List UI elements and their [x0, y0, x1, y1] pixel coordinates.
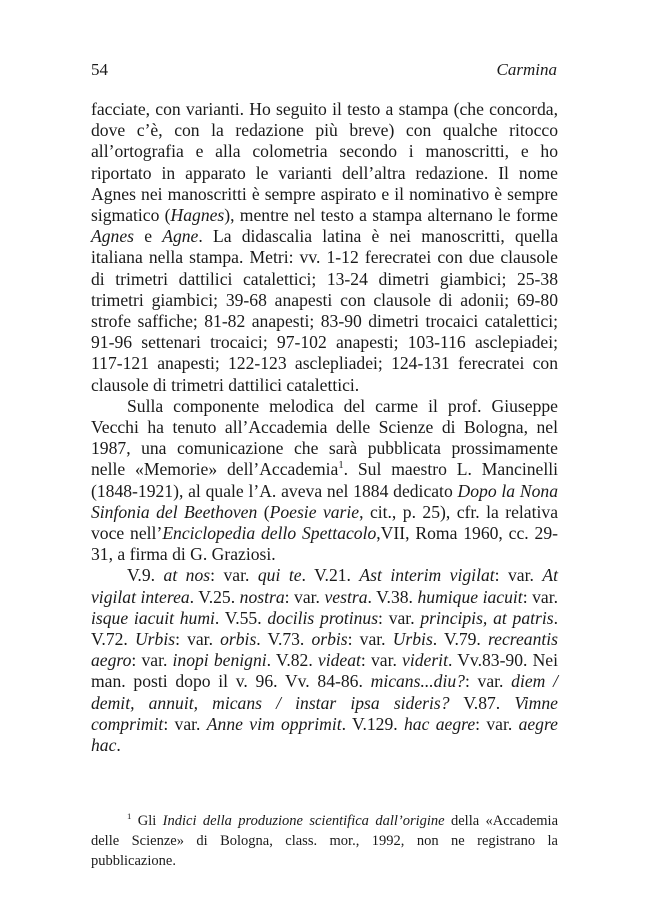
italic-run: At vigilat interea [91, 565, 559, 607]
text-run: . V.72. [91, 607, 558, 650]
italic-run: Hagnes [170, 205, 225, 226]
footnote [91, 811, 558, 871]
text-run: : var. [210, 565, 258, 586]
text-run: della «Accademia delle Scienze» di Bologna, class. mor., 1992, non ne registrano la pubblicazione. [91, 813, 558, 869]
text-run: ( [257, 501, 270, 522]
running-head: Carmina [496, 60, 557, 79]
text-run: : var. [131, 650, 173, 671]
text-run: : var. [163, 713, 207, 734]
text-run: Sulla componente melodica del carme il prof. Giuseppe Vecchi ha tenuto all’Accademia delle Scienze di Bologna, nel 1987, una comunicazione che sarà pubblicata prossimamente nelle «Memorie» dell’Accademia [91, 395, 558, 480]
text-run: V.87. [449, 692, 515, 713]
italic-run: Anne vim opprimit [206, 713, 342, 734]
text-run: . V.55. [214, 607, 268, 628]
italic-run: videat [317, 650, 361, 671]
text-run: . V.21. [301, 565, 360, 586]
italic-run: orbis [220, 629, 257, 650]
italic-run: vestra [324, 586, 368, 607]
text-run: e [134, 226, 163, 247]
italic-run: principis, at patris [420, 607, 554, 628]
italic-run: Urbis [134, 629, 176, 650]
text-run: . V.79. [432, 629, 488, 650]
italic-run: Indici della produzione scientifica dall’origine [162, 813, 445, 829]
text-run: : var. [494, 565, 543, 586]
text-run: : var. [378, 607, 421, 628]
italic-run: Urbis [392, 629, 433, 650]
text-run: . V.25. [189, 586, 240, 607]
paragraph-melody [91, 396, 558, 566]
text-run: : var. [360, 650, 403, 671]
text-run: . Sul maestro L. Mancinelli (1848-1921), al quale l’A. aveva nel 1884 dedicato [91, 459, 558, 501]
italic-run: orbis [311, 629, 348, 650]
text-run: : var. [175, 629, 221, 650]
text-run: , cit., p. 25), cfr. la relativa voce nell’ [91, 501, 558, 544]
text-run: . V.73. [256, 629, 312, 650]
text-run: ), mentre nel testo a stampa alternano le forme [224, 205, 558, 226]
text-run: : var. [522, 586, 558, 607]
italic-run: Vimne comprimit [91, 692, 558, 734]
page-number: 54 [91, 60, 108, 79]
text-run: : var. [464, 671, 512, 692]
italic-run: micans...diu? [370, 671, 465, 692]
italic-run: viderit [402, 650, 448, 671]
text-run: ,VII, Roma 1960, cc. 29-31, a firma di G. Graziosi. [91, 523, 558, 565]
italic-run: isque iacuit humi [91, 607, 215, 628]
text-run: facciate, con varianti. Ho seguito il testo a stampa (che concorda, dove c’è, con la redazione più breve) con qualche ritocco all’ortografia e alla colometria secondo i manoscritti, e ho riportato in apparato le varianti dell’altra redazione. Il nome Agnes nei manoscritti è sempre aspirato e il nominativo è sempre sigmatico ( [91, 99, 558, 226]
italic-run: Poesie varie [269, 501, 360, 522]
italic-run: Ast interim vigilat [359, 565, 495, 586]
italic-run: Agnes [91, 226, 134, 247]
paragraph-metrics [91, 99, 558, 396]
text-run: : var. [284, 586, 325, 607]
italic-run: inopi benigni [172, 650, 267, 671]
italic-run: qui te [257, 565, 302, 586]
text-run: V.9. [127, 565, 164, 586]
italic-run: recreantis aegro [91, 629, 558, 671]
text-run: . V.82. [266, 650, 318, 671]
text-run: . [116, 735, 121, 756]
italic-run: humique iacuit [417, 586, 523, 607]
text-run: . La didascalia latina è nei manoscritti, quella italiana nella stampa. Metri: vv. 1-12 ferecratei con due clausole di trimetri dattilici catalettici; 13-24 dimetri giambici; 25-38 trimetri giambici; 39-68 anapesti con clausole di adonii; 69-80 strofe saffiche; 81-82 anapesti; 83-90 dimetri trocaici catalettici; 91-96 settenari trocaici; 97-102 anapesti; 103-116 asclepiadei; 117-121 anapesti; 122-123 asclepliadei; 124-131 ferecratei con clausole di trimetri dattilici catalettici. [91, 226, 558, 395]
text-run: . V.38. [367, 586, 418, 607]
italic-run: at nos [163, 565, 211, 586]
footnote-marker: 1 [127, 811, 132, 822]
italic-run: aegre hac [91, 713, 558, 756]
text-run: Gli [131, 813, 163, 829]
italic-run: nostra [239, 586, 285, 607]
italic-run: Agne [162, 226, 199, 247]
footnote-ref[interactable]: 1 [338, 460, 344, 472]
text-run: : var. [475, 713, 519, 734]
italic-run: Enciclopedia dello Spettacolo [162, 523, 377, 544]
body-text [91, 99, 558, 756]
italic-run: diem / demit, annuit, micans / instar ipsa sideris? [91, 671, 558, 713]
italic-run: hac aegre [403, 713, 476, 734]
text-run: . Vv.83-90. Nei man. posti dopo il v. 96. Vv. 84-86. [91, 650, 558, 692]
text-run: . V.129. [341, 713, 404, 734]
italic-run: docilis protinus [267, 607, 379, 628]
italic-run: Dopo la Nona Sinfonia del Beethoven [91, 480, 558, 522]
paragraph-variants [91, 565, 558, 756]
text-run: : var. [347, 629, 393, 650]
